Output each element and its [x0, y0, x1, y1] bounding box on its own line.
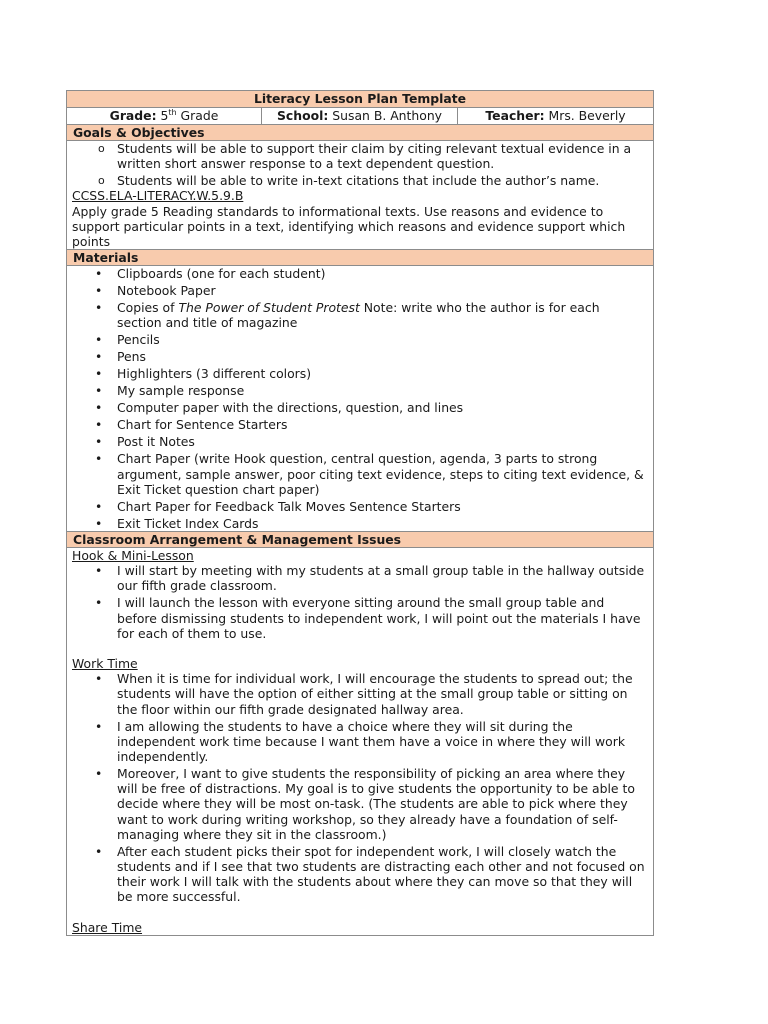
material-item: • Notebook Paper — [72, 283, 645, 298]
material-item: • Computer paper with the directions, question, and lines — [72, 400, 645, 415]
work-item: • I am allowing the students to have a choice where they will sit during the independent work time because I want them have a voice in where they will work independently. — [72, 719, 645, 765]
hook-heading: Hook & Mini-Lesson — [72, 548, 194, 564]
goals-heading: Goals & Objectives — [67, 125, 653, 141]
work-time-list — [72, 671, 645, 904]
goals-list — [72, 141, 645, 188]
material-item: • Pencils — [72, 332, 645, 347]
material-item: • Pens — [72, 349, 645, 364]
material-item: • Chart for Sentence Starters — [72, 417, 645, 432]
material-item: • Chart Paper for Feedback Talk Moves Sentence Starters — [72, 499, 645, 514]
goal-item: o Students will be able to support their claim by citing relevant textual evidence in a written short answer response to a text dependent question. — [72, 141, 645, 171]
teacher-cell — [457, 108, 653, 124]
school-cell — [261, 108, 457, 124]
material-item-copies — [72, 300, 645, 330]
grade-cell — [67, 108, 261, 124]
material-item: • Exit Ticket Index Cards — [72, 516, 645, 531]
grade-label: Grade: — [109, 108, 157, 123]
classroom-section — [67, 548, 653, 936]
goals-section — [67, 141, 653, 249]
classroom-heading: Classroom Arrangement & Management Issues — [67, 531, 653, 548]
copies-title: The Power of Student Protest — [178, 300, 360, 316]
copies-prefix: Copies of — [117, 300, 179, 316]
material-item: • Chart Paper (write Hook question, central question, agenda, 3 parts to strong argument, sample answer, poor citing text evidence, steps to citing text evidence, & Exit Ticket question chart paper) — [72, 451, 645, 497]
grade-word: Grade — [180, 108, 219, 123]
teacher-value: Mrs. Beverly — [548, 108, 626, 123]
spacer — [72, 641, 645, 656]
materials-heading: Materials — [67, 249, 653, 266]
lesson-plan-document — [66, 90, 654, 936]
standard-text: Apply grade 5 Reading standards to informational texts. Use reasons and evidence to support particular points in a text, identifying which reasons and evidence support which points — [72, 203, 626, 250]
school-value: Susan B. Anthony — [332, 108, 443, 123]
work-item: • After each student picks their spot for independent work, I will closely watch the students and if I see that two students are distracting each other and not focused on their work I will talk with the students about where they can move so that they will be more successful. — [72, 844, 645, 905]
work-item: • Moreover, I want to give students the responsibility of picking an area where they will be free of distractions. My goal is to give students the opportunity to be able to decide where they will be most on-task. (The students are able to pick where they want to work during writing workshop, so they already have a foundation of self-managing where they sit in the classroom.) — [72, 766, 645, 842]
copies-suffix: Note: write who the author is for each section and title of magazine — [117, 300, 600, 331]
grade-number: 5 — [160, 108, 169, 123]
teacher-label: Teacher: — [485, 108, 545, 123]
work-time-heading: Work Time — [72, 656, 138, 672]
document-title: Literacy Lesson Plan Template — [67, 90, 653, 108]
material-item: • Post it Notes — [72, 434, 645, 449]
grade-suffix: th — [168, 107, 177, 117]
spacer — [72, 905, 645, 920]
material-item: • Clipboards (one for each student) — [72, 266, 645, 281]
hook-item: • I will start by meeting with my students at a small group table in the hallway outside our fifth grade classroom. — [72, 563, 645, 593]
school-label: School: — [276, 108, 329, 123]
hook-item: • I will launch the lesson with everyone sitting around the small group table and before dismissing students to independent work, I will point out the materials I have for each of them to use. — [72, 595, 645, 641]
materials-list — [72, 266, 645, 531]
standard-code: CCSS.ELA-LITERACY.W.5.9.B — [72, 188, 244, 204]
share-time-heading: Share Time — [72, 919, 143, 935]
material-item: • Highlighters (3 different colors) — [72, 366, 645, 381]
material-item: • My sample response — [72, 383, 645, 398]
work-item: • When it is time for individual work, I will encourage the students to spread out; the students will have the option of either sitting at the small group table or sitting on the floor within our fifth grade designated hallway area. — [72, 671, 645, 717]
info-row — [67, 108, 653, 125]
materials-section — [67, 266, 653, 531]
goal-item: o Students will be able to write in-text citations that include the author’s name. — [72, 173, 645, 188]
hook-list — [72, 563, 645, 641]
